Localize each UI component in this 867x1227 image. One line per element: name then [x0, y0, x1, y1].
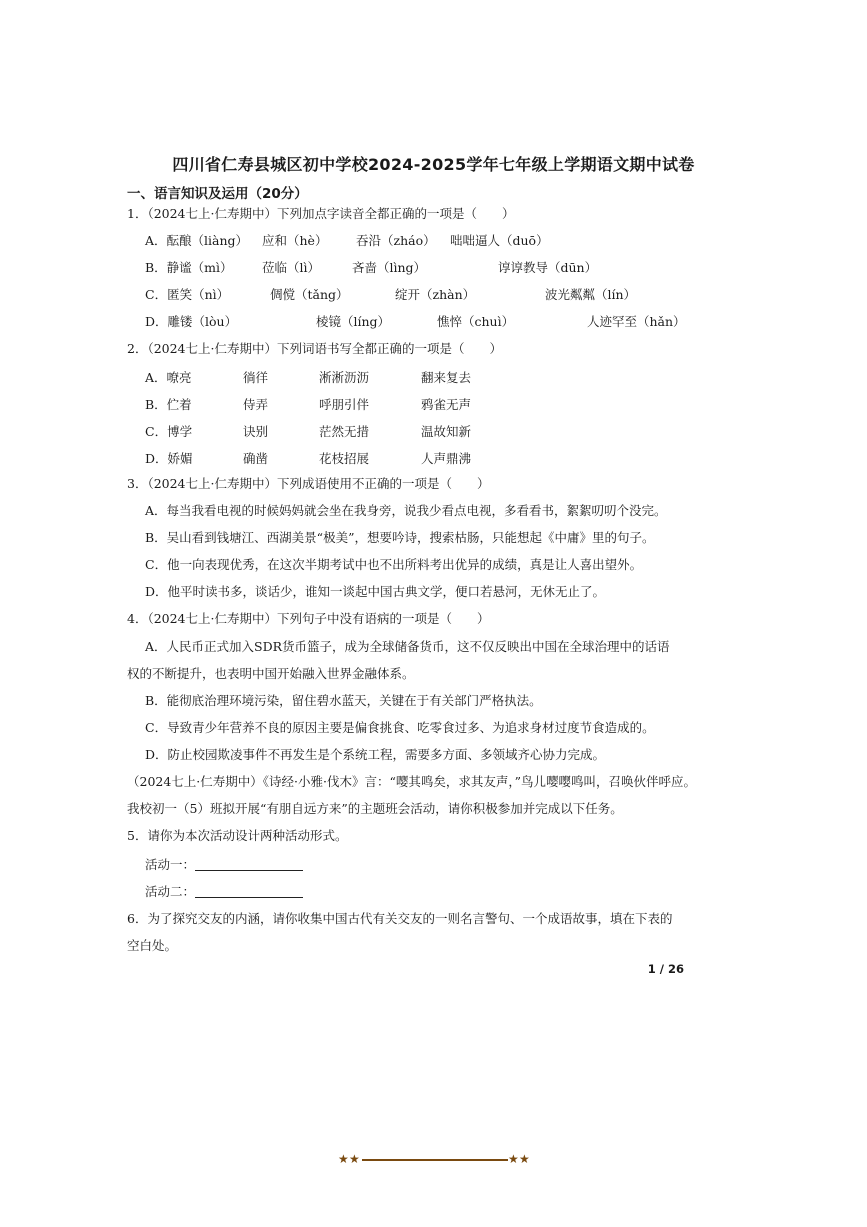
option-cell: C．匿笑（nì） [145, 287, 230, 302]
question-1-stem: 1．（2024七上·仁寿期中）下列加点字读音全都正确的一项是（ ） [127, 206, 515, 221]
passage-intro-line-2: 我校初一（5）班拟开展“有朋自远方来”的主题班会活动，请你积极参加并完成以下任务。 [127, 801, 623, 816]
exam-title: 四川省仁寿县城区初中学校2024-2025学年七年级上学期语文期中试卷 [172, 155, 695, 174]
activity-2-blank[interactable] [195, 885, 303, 898]
question-3-option-d: D．他平时读书多，谈话少，谁知一谈起中国古典文学，便口若悬河，无休无止了。 [145, 584, 606, 599]
activity-2-row [145, 882, 303, 900]
option-cell: C．博学 [145, 424, 193, 439]
passage-intro-line-1: （2024七上·仁寿期中）《诗经·小雅·伐木》言：“嘤其鸣矣，求其友声，”鸟儿嘤嘤鸣叫，召唤伙伴呼应。 [127, 774, 697, 789]
question-4-option-a: A．人民币正式加入SDR货币篮子，成为全球储备货币，这不仅反映出中国在全球治理中的话语 [145, 639, 670, 654]
option-cell: 谆谆教导（dūn） [498, 260, 598, 275]
option-cell: A．酝酿（liàng） [145, 233, 249, 248]
star-icon: ★ [519, 1152, 530, 1166]
option-cell: 波光粼粼（lín） [545, 287, 637, 302]
option-cell: 应和（hè） [262, 233, 328, 248]
option-cell: 侍弄 [243, 397, 269, 412]
option-cell: 吞沿（zháo） [356, 233, 436, 248]
activity-1-row [145, 855, 303, 873]
star-icon: ★ [338, 1152, 349, 1166]
option-cell: 莅临（lì） [262, 260, 320, 275]
option-cell: 呼朋引伴 [319, 397, 370, 412]
activity-1-blank[interactable] [195, 858, 303, 871]
question-6-line-2: 空白处。 [127, 938, 178, 953]
page-number: 1 / 26 [647, 962, 684, 976]
option-cell: 人声鼎沸 [421, 451, 472, 466]
footer-rule [362, 1159, 508, 1161]
question-5-stem: 5．请你为本次活动设计两种活动形式。 [127, 828, 348, 843]
option-cell: A．嘹亮 [145, 370, 192, 385]
question-4-option-a-continued: 权的不断提升，也表明中国开始融入世界金融体系。 [127, 666, 415, 681]
star-icon: ★ [508, 1152, 519, 1166]
option-cell: 倜傥（tǎng） [270, 287, 349, 302]
option-cell: 花枝招展 [319, 451, 370, 466]
option-cell: 人迹罕至（hǎn） [587, 314, 686, 329]
question-4-option-b: B．能彻底治理环境污染，留住碧水蓝天，关键在于有关部门严格执法。 [145, 693, 542, 708]
option-cell: 棱镜（líng） [316, 314, 391, 329]
option-cell: 吝啬（lìng） [352, 260, 427, 275]
activity-1-label: 活动一： [145, 857, 196, 872]
option-cell: B．伫着 [145, 397, 192, 412]
question-3-option-a: A．每当我看电视的时候妈妈就会坐在我身旁，说我少看点电视，多看看书，絮絮叨叨个没完。 [145, 503, 667, 518]
option-cell: 咄咄逼人（duō） [450, 233, 549, 248]
option-cell: 憔悴（chuì） [437, 314, 515, 329]
option-cell: 翻来复去 [421, 370, 472, 385]
option-cell: 淅淅沥沥 [319, 370, 370, 385]
star-icon: ★ [349, 1152, 360, 1166]
option-cell: 茫然无措 [319, 424, 370, 439]
option-cell: D．娇媚 [145, 451, 193, 466]
question-4-option-c: C．导致青少年营养不良的原因主要是偏食挑食、吃零食过多、为追求身材过度节食造成的。 [145, 720, 655, 735]
question-2-stem: 2．（2024七上·仁寿期中）下列词语书写全都正确的一项是（ ） [127, 341, 502, 356]
question-3-stem: 3．（2024七上·仁寿期中）下列成语使用不正确的一项是（ ） [127, 476, 490, 491]
option-cell: 诀别 [243, 424, 269, 439]
option-cell: 徜徉 [243, 370, 269, 385]
option-cell: 鸦雀无声 [421, 397, 472, 412]
activity-2-label: 活动二： [145, 884, 196, 899]
footer-decoration [338, 1152, 532, 1168]
option-cell: 确凿 [243, 451, 269, 466]
question-3-option-c: C．他一向表现优秀，在这次半期考试中也不出所料考出优异的成绩，真是让人喜出望外。 [145, 557, 643, 572]
option-cell: D．雕镂（lòu） [145, 314, 238, 329]
option-cell: 温故知新 [421, 424, 472, 439]
question-6-line-1: 6．为了探究交友的内涵，请你收集中国古代有关交友的一则名言警句、一个成语故事，填在下表的 [127, 911, 673, 926]
section-heading: 一、语言知识及运用（20分） [127, 186, 308, 202]
question-4-stem: 4．（2024七上·仁寿期中）下列句子中没有语病的一项是（ ） [127, 611, 490, 626]
question-4-option-d: D．防止校园欺凌事件不再发生是个系统工程，需要多方面、多领域齐心协力完成。 [145, 747, 606, 762]
question-3-option-b: B．吴山看到钱塘江、西湖美景“极美”，想要吟诗，搜索枯肠，只能想起《中庸》里的句子。 [145, 530, 655, 545]
option-cell: B．静谧（mì） [145, 260, 233, 275]
option-cell: 绽开（zhàn） [395, 287, 476, 302]
